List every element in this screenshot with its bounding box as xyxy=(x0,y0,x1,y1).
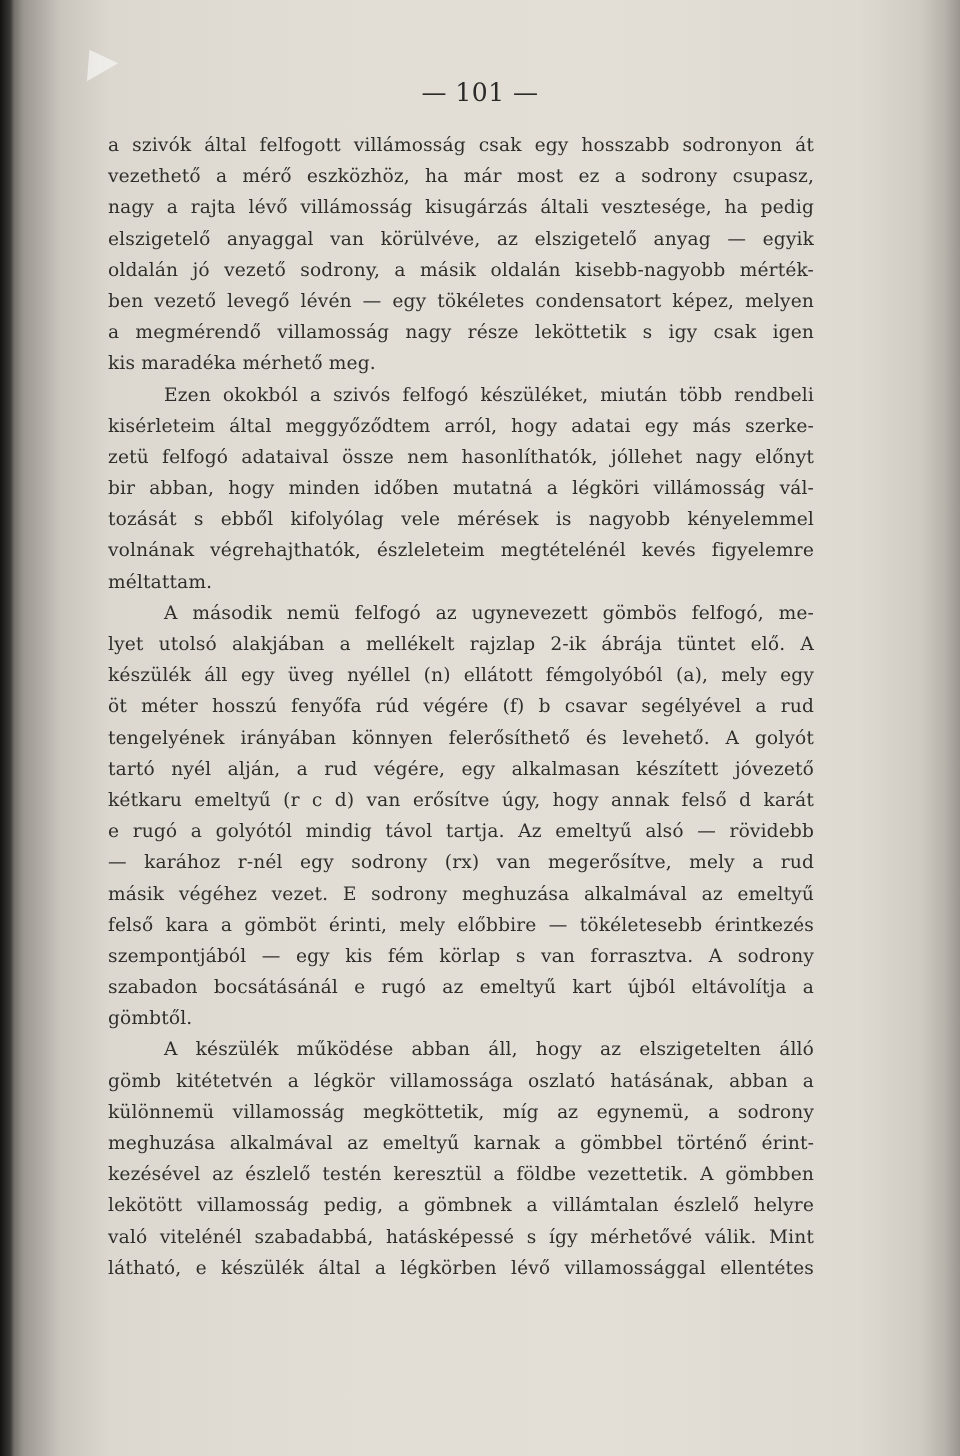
text-line: a szivók által felfogott villámosság csak egy hosszabb sodronyon át xyxy=(108,135,814,156)
text-line: szempontjából — egy kis fém körlap s van forrasztva. A sodrony xyxy=(108,945,814,967)
text-line: ben vezető levegő lévén — egy tökéletes condensatort képez, melyen xyxy=(108,290,814,312)
text-line: való vitelénél szabadabbá, hatásképessé s így mérhetővé válik. Mint xyxy=(108,1226,814,1248)
text-line: Ezen okokból a szivós felfogó készüléket, miután több rendbeli xyxy=(164,384,814,406)
text-line: lekötött villamosság pedig, a gömbnek a villámtalan észlelő helyre xyxy=(108,1195,814,1217)
text-line: öt méter hosszú fenyőfa rúd végére (f) b csavar segélyével a rud xyxy=(108,696,814,718)
text-line: méltattam. xyxy=(108,571,213,593)
text-line: kezésével az észlelő testén keresztül a földbe vezettetik. A gömbben xyxy=(108,1164,814,1186)
text-line: vezethető a mérő eszközhöz, ha már most ez a sodrony csupasz, xyxy=(108,166,814,188)
page-number: — 101 — xyxy=(421,78,539,107)
text-line: látható, e készülék által a légkörben lévő villamossággal ellentétes xyxy=(108,1257,814,1279)
text-line: elszigetelő anyaggal van körülvéve, az elszigetelő anyag — egyik xyxy=(108,228,814,250)
text-line: e rugó a golyótól mindig távol tartja. Az emeltyű alsó — rövidebb xyxy=(108,821,814,843)
text-line: készülék áll egy üveg nyéllel (n) ellátott fémgolyóból (a), mely egy xyxy=(108,665,814,687)
text-line: különnemü villamosság megköttetik, míg az egynemü, a sodrony xyxy=(108,1101,814,1123)
text-line: gömb kitétetvén a légkör villamossága oszlató hatásának, abban a xyxy=(108,1070,814,1092)
text-line: másik végéhez vezet. E sodrony meghuzása alkalmával az emeltyű xyxy=(108,883,814,905)
page-corner-mark xyxy=(74,41,118,82)
text-line: oldalán jó vezető sodrony, a másik oldalán kisebb-nagyobb mérték- xyxy=(108,259,814,281)
text-line: A második nemü felfogó az ugynevezett gömbös felfogó, me- xyxy=(164,602,814,624)
text-line: tozását s ebből kifolyólag vele mérések is nagyobb kényelemmel xyxy=(108,509,814,531)
text-line: kis maradéka mérhető meg. xyxy=(108,353,376,375)
text-line: — karához r-nél egy sodrony (rx) van megerősítve, mely a rud xyxy=(108,852,814,874)
text-line: felső kara a gömböt érinti, mely előbbire — tökéletesebb érintkezés xyxy=(108,914,814,936)
body-text xyxy=(108,130,814,1284)
text-line: lyet utolsó alakjában a mellékelt rajzlap 2-ik ábrája tüntet elő. A xyxy=(108,634,814,655)
text-line: kétkaru emeltyű (r c d) van erősítve úgy, hogy annak felső d karát xyxy=(108,789,814,811)
text-line: tartó nyél alján, a rud végére, egy alkalmasan készített jóvezető xyxy=(108,758,814,780)
text-line: bir abban, hogy minden időben mutatná a légköri villámosság vál- xyxy=(108,478,814,500)
binding-shadow xyxy=(0,0,14,1456)
text-line: A készülék működése abban áll, hogy az elszigetelten álló xyxy=(164,1039,814,1061)
text-line: zetü felfogó adataival össze nem hasonlíthatók, jóllehet nagy előnyt xyxy=(108,446,814,468)
text-line: szabadon bocsátásánál e rugó az emeltyű kart újból eltávolítja a xyxy=(108,977,814,999)
text-line: meghuzása alkalmával az emeltyű karnak a gömbbel történő érint- xyxy=(108,1133,814,1154)
text-line: a megmérendő villamosság nagy része leköttetik s igy csak igen xyxy=(108,322,814,344)
text-line: tengelyének irányában könnyen felerősíthető és levehető. A golyót xyxy=(108,727,814,749)
text-line: nagy a rajta lévő villámosság kisugárzás általi vesztesége, ha pedig xyxy=(108,197,814,219)
text-line: volnának végrehajthatók, észleleteim megtételénél kevés figyelemre xyxy=(108,540,814,562)
text-line: gömbtől. xyxy=(108,1008,193,1030)
text-line: kisérleteim által meggyőződtem arról, hogy adatai egy más szerke- xyxy=(108,415,814,437)
